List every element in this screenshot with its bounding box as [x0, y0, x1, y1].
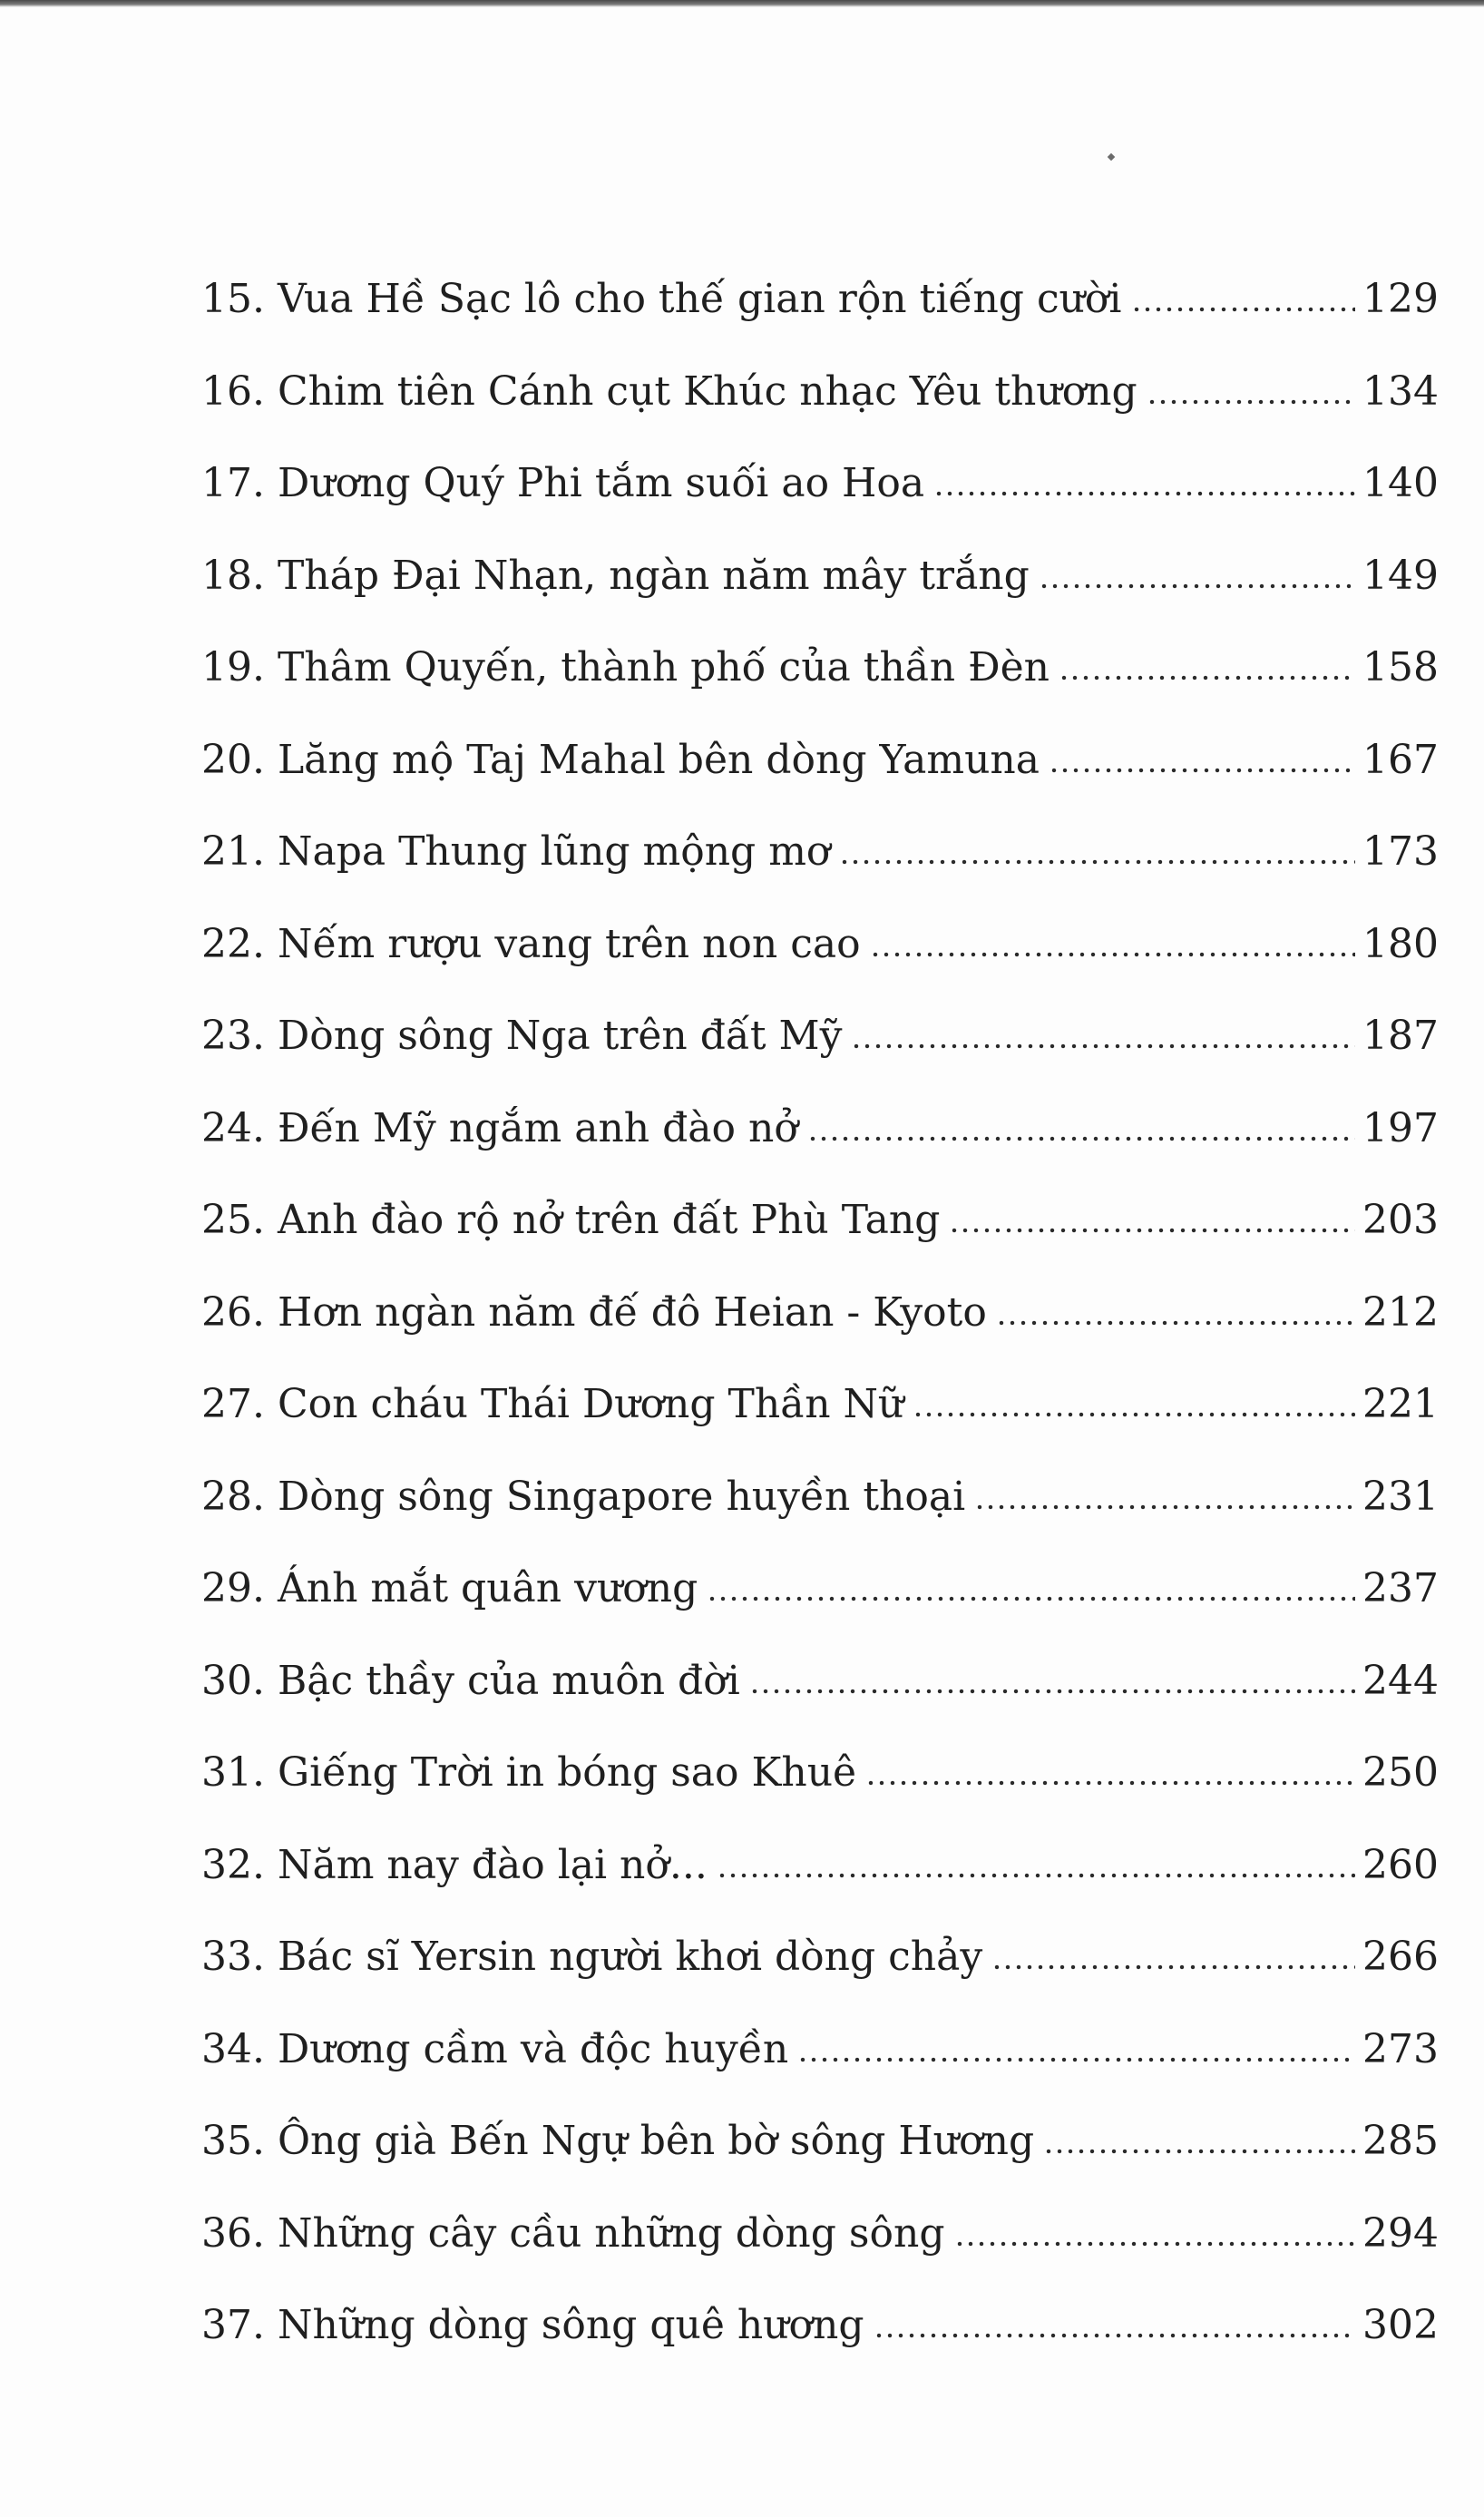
toc-entry-page-number: 158 — [1362, 644, 1439, 690]
toc-entry — [201, 453, 1439, 545]
dot-leader — [874, 2333, 1355, 2338]
dot-leader — [1039, 583, 1355, 589]
dot-leader — [949, 1228, 1355, 1233]
toc-entry-title: 35. Ông già Bến Ngự bên bờ sông Hương — [201, 2118, 1035, 2164]
dot-leader — [807, 1136, 1355, 1141]
toc-entry-page-number: 273 — [1362, 2025, 1439, 2072]
toc-entry-page-number: 180 — [1362, 920, 1439, 967]
toc-entry — [201, 1650, 1439, 1743]
toc-entry — [201, 1190, 1439, 1282]
toc-entry-page-number: 260 — [1362, 1841, 1439, 1888]
dot-leader — [1043, 2149, 1355, 2154]
toc-entry-title: 28. Dòng sông Singapore huyền thoại — [201, 1473, 966, 1520]
toc-entry — [201, 821, 1439, 914]
dot-leader — [851, 1043, 1355, 1049]
toc-entry-page-number: 221 — [1362, 1381, 1439, 1427]
dot-leader — [749, 1689, 1355, 1694]
toc-entry-page-number: 167 — [1362, 736, 1439, 783]
toc-entry — [201, 2203, 1439, 2296]
toc-entry-page-number: 212 — [1362, 1288, 1439, 1336]
toc-entry-page-number: 173 — [1362, 828, 1439, 875]
toc-entry-page-number: 302 — [1362, 2302, 1439, 2348]
toc-entry — [201, 637, 1439, 730]
toc-entry-title: 30. Bậc thầy của muôn đời — [201, 1657, 740, 1704]
toc-entry-title: 33. Bác sĩ Yersin người khơi dòng chảy — [201, 1934, 983, 1980]
toc-entry-title: 26. Hơn ngàn năm đế đô Heian - Kyoto — [201, 1288, 987, 1336]
dot-leader — [991, 1964, 1355, 1970]
dot-leader — [974, 1504, 1355, 1510]
toc-entry-title: 21. Napa Thung lũng mộng mơ — [201, 828, 831, 875]
toc-entry-page-number: 129 — [1362, 276, 1439, 322]
page-top-edge — [0, 0, 1484, 7]
toc-entry — [201, 1835, 1439, 1927]
toc-entry-title: 36. Những cây cầu những dòng sông — [201, 2209, 945, 2257]
dot-leader — [954, 2241, 1356, 2247]
table-of-contents — [201, 269, 1439, 2387]
toc-entry — [201, 2295, 1439, 2387]
toc-entry — [201, 1282, 1439, 1375]
toc-entry-page-number: 140 — [1362, 460, 1439, 506]
toc-entry — [201, 2111, 1439, 2203]
dot-leader — [839, 859, 1355, 865]
dot-leader — [1147, 399, 1355, 405]
toc-entry-page-number: 285 — [1362, 2118, 1439, 2164]
toc-entry-page-number: 203 — [1362, 1197, 1439, 1243]
toc-entry — [201, 730, 1439, 822]
toc-entry-page-number: 237 — [1362, 1565, 1439, 1611]
toc-entry-title: 27. Con cháu Thái Dương Thần Nữ — [201, 1381, 904, 1427]
toc-entry-title: 25. Anh đào rộ nở trên đất Phù Tang — [201, 1197, 941, 1243]
toc-entry-title: 22. Nếm rượu vang trên non cao — [201, 920, 861, 967]
toc-entry-page-number: 197 — [1362, 1104, 1439, 1151]
dot-leader — [870, 952, 1355, 957]
toc-entry-title: 29. Ánh mắt quân vương — [201, 1565, 698, 1611]
toc-entry-page-number: 266 — [1362, 1934, 1439, 1980]
toc-entry — [201, 269, 1439, 361]
toc-entry — [201, 1742, 1439, 1835]
ink-mark — [1108, 153, 1115, 161]
toc-entry — [201, 1466, 1439, 1559]
toc-entry-page-number: 231 — [1362, 1473, 1439, 1520]
toc-entry-title: 34. Dương cầm và độc huyền — [201, 2025, 789, 2072]
toc-entry-page-number: 244 — [1362, 1657, 1439, 1704]
toc-entry-title: 15. Vua Hề Sạc lô cho thế gian rộn tiếng cười — [201, 276, 1122, 322]
dot-leader — [797, 2057, 1355, 2062]
toc-entry — [201, 545, 1439, 638]
toc-entry-title: 24. Đến Mỹ ngắm anh đào nở — [201, 1104, 798, 1151]
dot-leader — [1131, 307, 1356, 312]
dot-leader — [933, 491, 1355, 496]
toc-entry — [201, 914, 1439, 1006]
toc-entry-title: 17. Dương Quý Phi tắm suối ao Hoa — [201, 460, 925, 506]
toc-entry-title: 32. Năm nay đào lại nở... — [201, 1841, 708, 1888]
toc-entry — [201, 1926, 1439, 2019]
dot-leader — [865, 1780, 1355, 1786]
toc-entry-page-number: 187 — [1362, 1013, 1439, 1059]
toc-entry-title: 19. Thâm Quyến, thành phố của thần Đèn — [201, 644, 1050, 690]
toc-entry-title: 31. Giếng Trời in bóng sao Khuê — [201, 1749, 857, 1796]
toc-entry-title: 37. Những dòng sông quê hương — [201, 2302, 864, 2348]
dot-leader — [1049, 768, 1355, 773]
toc-entry-page-number: 134 — [1362, 367, 1439, 415]
toc-entry-page-number: 294 — [1362, 2209, 1439, 2257]
toc-entry — [201, 1558, 1439, 1650]
dot-leader — [707, 1596, 1355, 1601]
toc-entry-page-number: 149 — [1362, 552, 1439, 599]
toc-entry — [201, 1374, 1439, 1466]
dot-leader — [717, 1873, 1355, 1878]
toc-entry — [201, 361, 1439, 454]
dot-leader — [1059, 675, 1355, 681]
toc-entry — [201, 2019, 1439, 2111]
toc-entry-page-number: 250 — [1362, 1749, 1439, 1796]
toc-entry-title: 23. Dòng sông Nga trên đất Mỹ — [201, 1013, 843, 1059]
dot-leader — [913, 1412, 1355, 1417]
toc-entry-title: 20. Lăng mộ Taj Mahal bên dòng Yamuna — [201, 736, 1040, 783]
toc-entry-title: 16. Chim tiên Cánh cụt Khúc nhạc Yêu thương — [201, 367, 1137, 415]
toc-entry — [201, 1098, 1439, 1190]
toc-entry — [201, 1005, 1439, 1098]
dot-leader — [996, 1320, 1355, 1326]
toc-entry-title: 18. Tháp Đại Nhạn, ngàn năm mây trắng — [201, 552, 1030, 599]
